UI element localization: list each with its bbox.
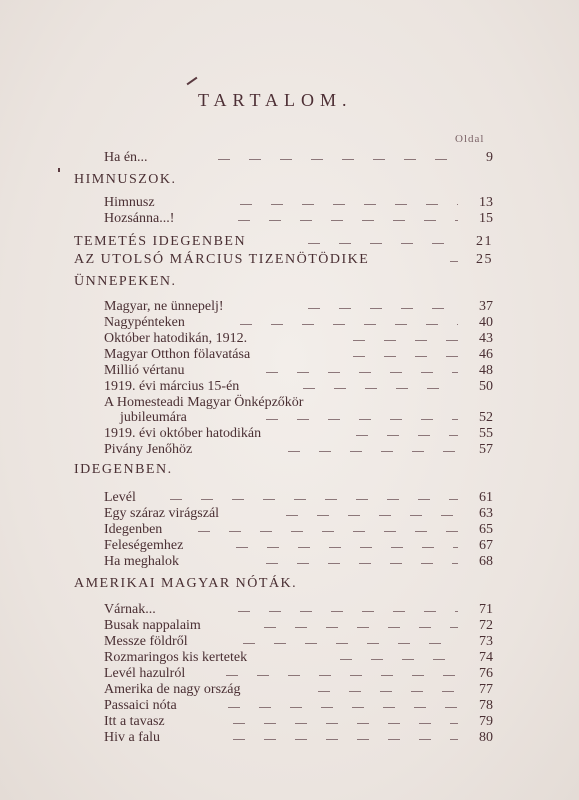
toc-entry-label: 1919. évi október hatodikán (104, 426, 262, 441)
toc-page-number: 50 (479, 379, 493, 394)
dot-leader (280, 442, 458, 458)
toc-entry-label: Nagypénteken (104, 315, 185, 330)
toc-entry-label: Levél (104, 490, 136, 505)
toc-entry-label: Hiv a falu (104, 730, 160, 745)
toc-entry-label: Millió vértanu (104, 363, 185, 378)
toc-entry-label: Várnak... (104, 602, 156, 617)
dot-leader (162, 490, 458, 506)
dot-leader (230, 602, 458, 618)
toc-page-number: 21 (476, 234, 493, 249)
dot-leader (348, 426, 458, 442)
toc-page-number: 13 (479, 195, 493, 210)
toc-entry-label: Pivány Jenőhöz (104, 442, 193, 457)
toc-entry (0, 315, 579, 331)
page-column-label: Oldal (455, 133, 485, 145)
toc-page-number: 25 (476, 252, 493, 267)
toc-entry-label: IDEGENBEN. (74, 462, 173, 477)
toc-page-number: 9 (486, 150, 493, 165)
toc-page-number: 63 (479, 506, 493, 521)
toc-entry (0, 554, 579, 570)
dot-leader (345, 347, 458, 363)
toc-entry-label: Október hatodikán, 1912. (104, 331, 248, 346)
toc-page-number: 40 (479, 315, 493, 330)
toc-page-number: 65 (479, 522, 493, 537)
toc-entry-label: Busak nappalaim (104, 618, 201, 633)
toc-entry-label: TEMETÉS IDEGENBEN (74, 234, 247, 249)
toc-entry-label: Rozmaringos kis kertetek (104, 650, 248, 665)
toc-entry (0, 211, 579, 227)
toc-entry-label: Idegenben (104, 522, 163, 537)
toc-page-number: 79 (479, 714, 493, 729)
dot-leader (232, 315, 458, 331)
dot-leader (210, 150, 458, 166)
toc-section-heading (0, 234, 579, 250)
toc-entry (0, 410, 579, 426)
page-title: TARTALOM. (198, 90, 353, 110)
dot-leader (190, 522, 458, 538)
toc-page-number: 48 (479, 363, 493, 378)
toc-entry-label: Levél hazulról (104, 666, 186, 681)
dot-leader (220, 698, 458, 714)
toc-entry-label: Ha én... (104, 150, 148, 165)
dot-leader (258, 554, 458, 570)
toc-entry (0, 602, 579, 618)
toc-entry-label: AMERIKAI MAGYAR NÓTÁK. (74, 576, 298, 591)
toc-section-heading (0, 252, 579, 268)
toc-page-number: 80 (479, 730, 493, 745)
toc-section-heading (0, 462, 579, 478)
toc-entry (0, 506, 579, 522)
toc-entry (0, 682, 579, 698)
toc-entry (0, 522, 579, 538)
toc-entry (0, 490, 579, 506)
toc-entry-label: Amerika de nagy ország (104, 682, 241, 697)
toc-entry (0, 347, 579, 363)
toc-page-number: 67 (479, 538, 493, 553)
toc-entry (0, 618, 579, 634)
toc-entry-label: Himnusz (104, 195, 155, 210)
toc-page-number: 43 (479, 331, 493, 346)
dot-leader (256, 618, 458, 634)
toc-page-number: 46 (479, 347, 493, 362)
toc-entry-label: Passaici nóta (104, 698, 177, 713)
toc-entry-label: Feleségemhez (104, 538, 184, 553)
toc-entry (0, 714, 579, 730)
dot-leader (295, 379, 458, 395)
dot-leader (225, 714, 458, 730)
toc-entry (0, 666, 579, 682)
ink-mark (187, 77, 198, 86)
toc-entry (0, 426, 579, 442)
toc-entry (0, 379, 579, 395)
toc-page-number: 72 (479, 618, 493, 633)
toc-entry (0, 395, 579, 411)
toc-page-number: 77 (479, 682, 493, 697)
toc-page-number: 52 (479, 410, 493, 425)
toc-entry-label: Magyar Otthon fölavatása (104, 347, 251, 362)
dot-leader (300, 234, 458, 250)
toc-page-number: 76 (479, 666, 493, 681)
toc-entry-label: jubileumára (120, 410, 187, 425)
toc-page-number: 37 (479, 299, 493, 314)
toc-entry-label: Ha meghalok (104, 554, 180, 569)
dot-leader (230, 211, 458, 227)
toc-page-number: 55 (479, 426, 493, 441)
toc-entry (0, 195, 579, 211)
toc-entry-label: AZ UTOLSÓ MÁRCIUS TIZENÖTÖDIKE (74, 252, 370, 267)
toc-entry-label: Itt a tavasz (104, 714, 165, 729)
toc-page-number: 71 (479, 602, 493, 617)
dot-leader (218, 666, 458, 682)
toc-page-number: 15 (479, 211, 493, 226)
toc-entry-label: Magyar, ne ünnepelj! (104, 299, 224, 314)
dot-leader (332, 650, 458, 666)
toc-entry (0, 150, 579, 166)
toc-page-number: 68 (479, 554, 493, 569)
dot-leader (225, 730, 458, 746)
toc-entry (0, 299, 579, 315)
toc-section-heading (0, 576, 579, 592)
dot-leader (278, 506, 458, 522)
toc-page-number: 73 (479, 634, 493, 649)
toc-entry-label: Egy száraz virágszál (104, 506, 220, 521)
dot-leader (310, 682, 458, 698)
toc-entry-label: ÜNNEPEKEN. (74, 274, 177, 289)
dot-leader (235, 634, 458, 650)
toc-entry (0, 331, 579, 347)
toc-entry-label: 1919. évi március 15-én (104, 379, 240, 394)
toc-section-heading (0, 274, 579, 290)
toc-entry-label: A Homesteadi Magyar Önképzőkör (104, 395, 304, 410)
toc-entry (0, 698, 579, 714)
toc-page-number: 61 (479, 490, 493, 505)
toc-section-heading (0, 172, 579, 188)
dot-leader (345, 331, 458, 347)
dot-leader (258, 363, 458, 379)
toc-entry (0, 538, 579, 554)
toc-entry-label: Messze földről (104, 634, 188, 649)
toc-entry-label: HIMNUSZOK. (74, 172, 177, 187)
toc-page-number: 78 (479, 698, 493, 713)
dot-leader (232, 195, 458, 211)
dot-leader (228, 538, 458, 554)
dot-leader (442, 252, 458, 268)
toc-entry (0, 730, 579, 746)
toc-entry (0, 442, 579, 458)
toc-entry (0, 363, 579, 379)
toc-page-number: 57 (479, 442, 493, 457)
dot-leader (300, 299, 458, 315)
toc-page-number: 74 (479, 650, 493, 665)
toc-entry-label: Hozsánna...! (104, 211, 175, 226)
toc-entry (0, 634, 579, 650)
dot-leader (258, 410, 458, 426)
toc-entry (0, 650, 579, 666)
